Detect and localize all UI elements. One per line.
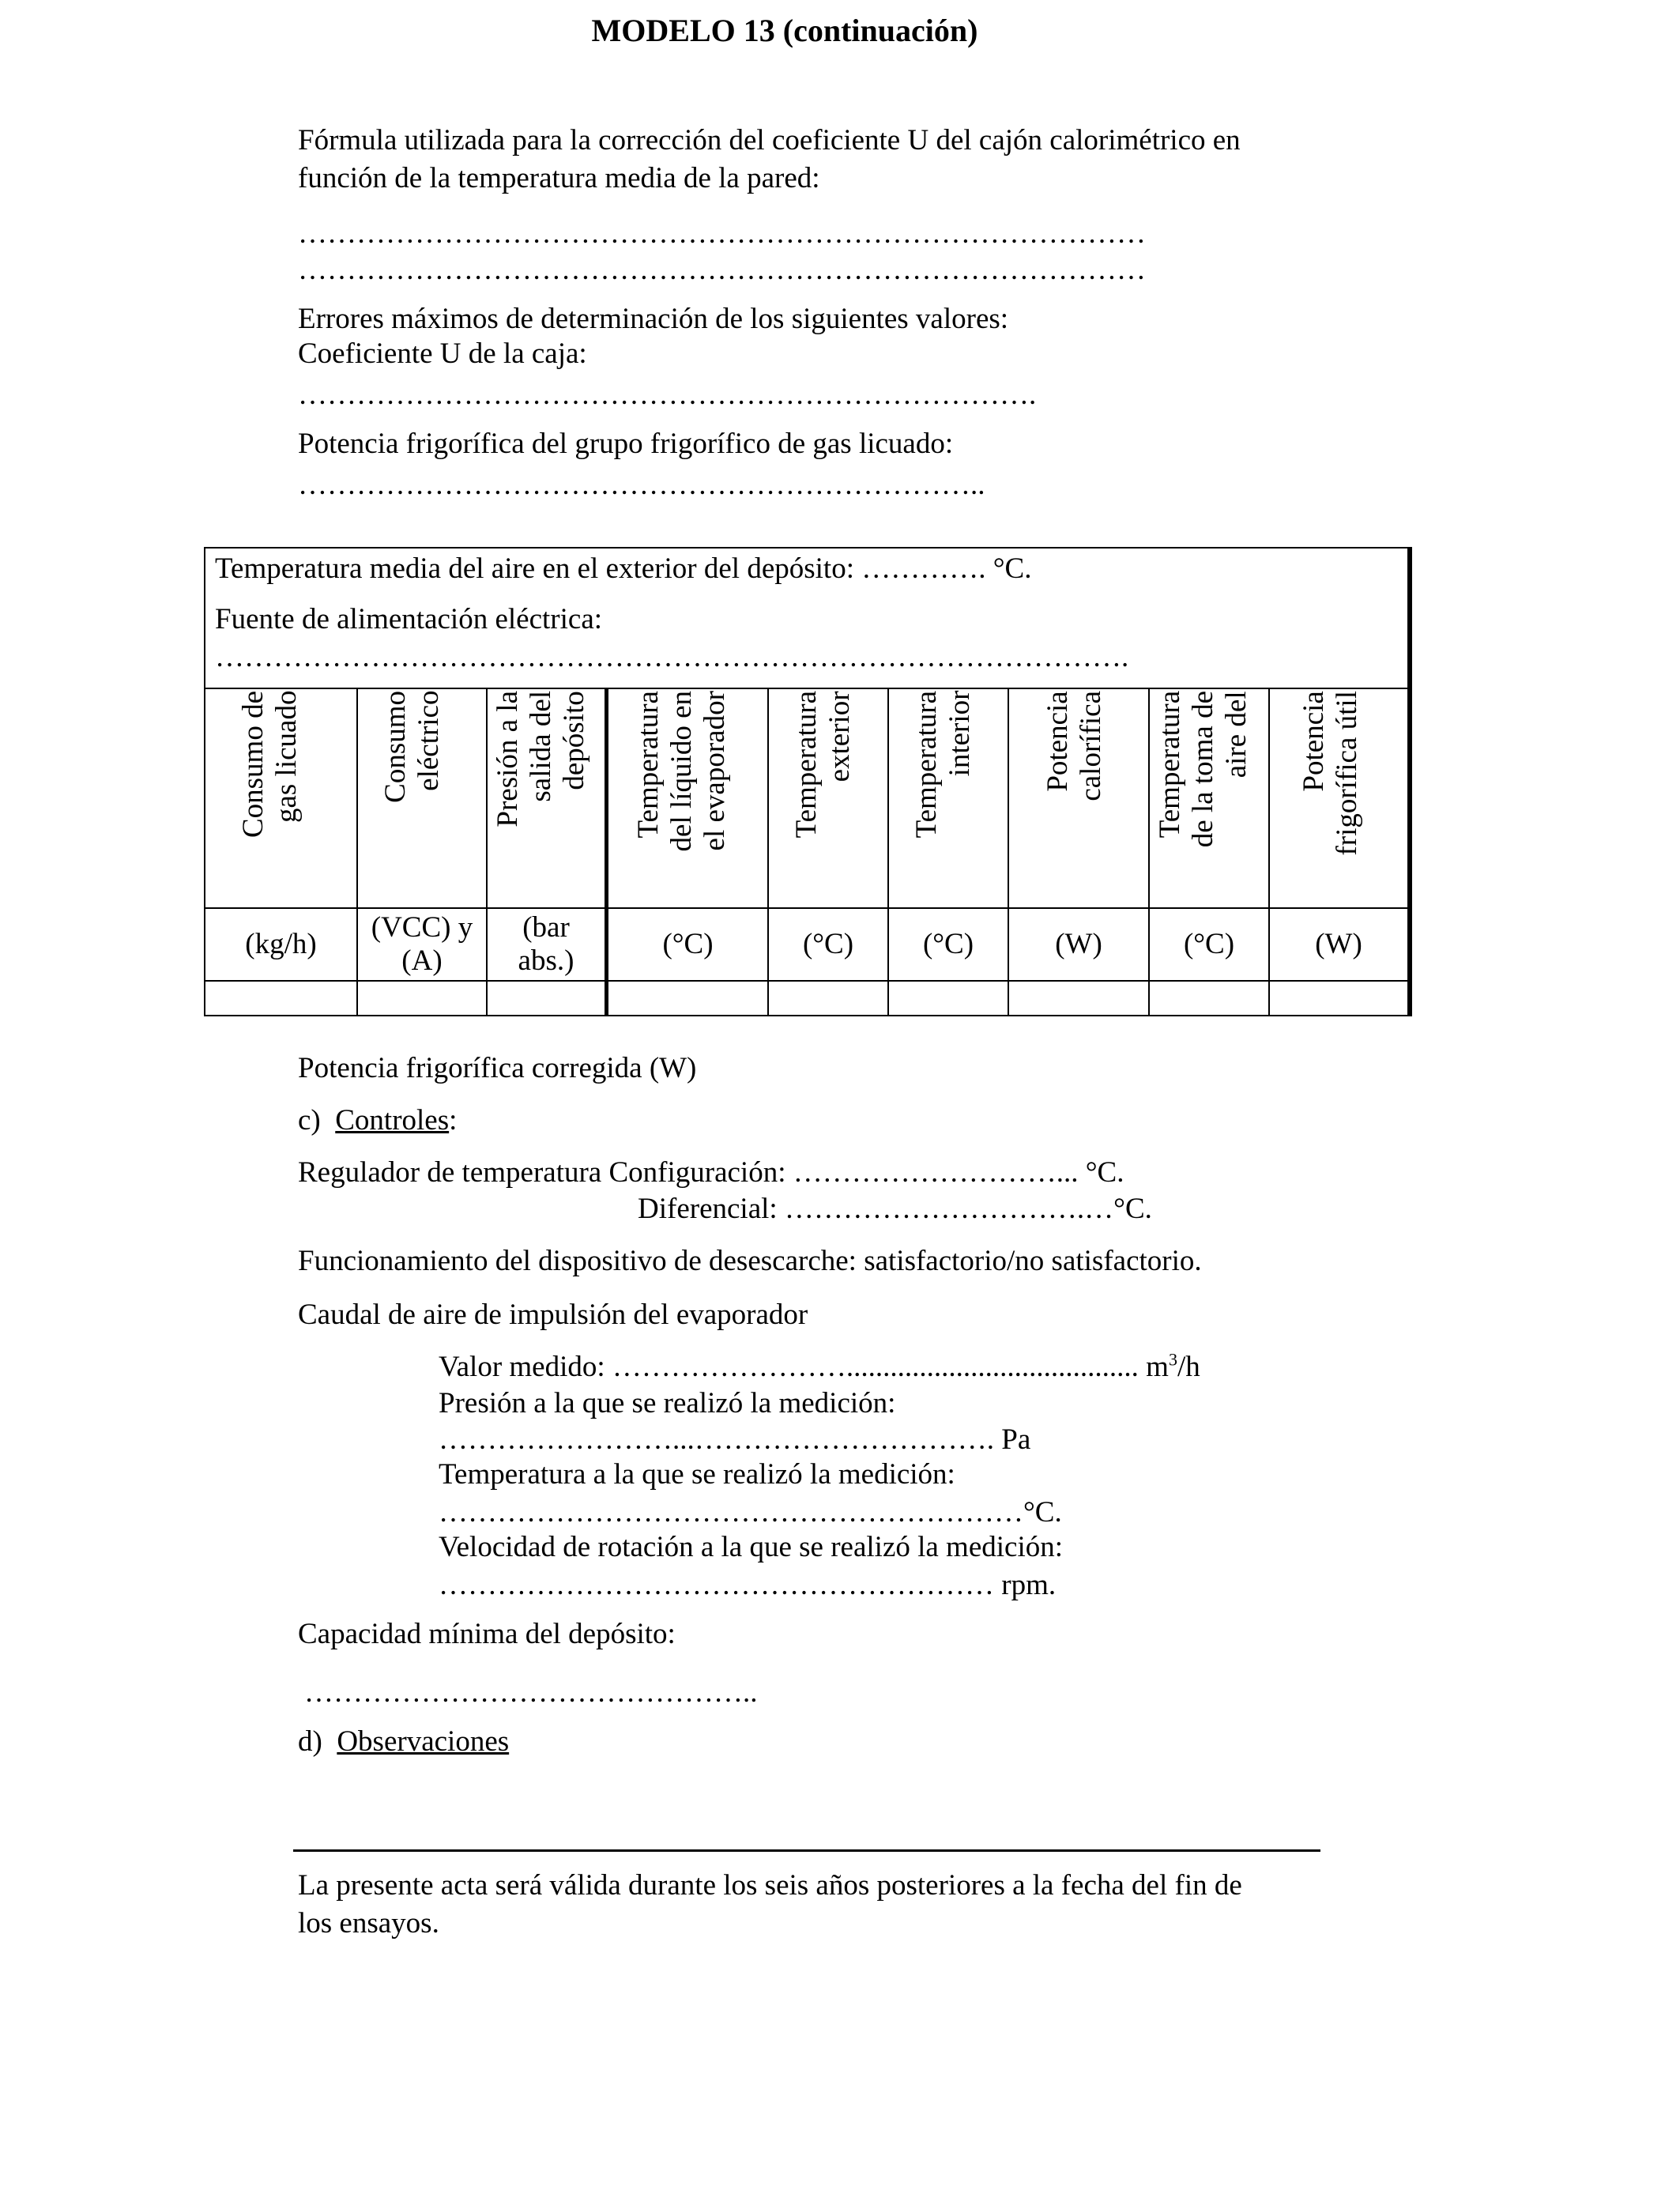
temp-dots: ……………………………………………………°C. xyxy=(439,1496,1062,1529)
corrected-power: Potencia frigorífica corregida (W) xyxy=(298,1052,697,1084)
col-header-electric: Consumo eléctrico xyxy=(379,691,445,803)
col-unit: (°C) xyxy=(1183,928,1235,960)
errors-heading: Errores máximos de determinación de los siguientes valores: xyxy=(298,303,1009,335)
coef-label: Coeficiente U de la caja: xyxy=(298,337,587,370)
col-unit: (°C) xyxy=(802,928,854,960)
col-header-pressure: Presión a la salida del depósito xyxy=(492,691,590,827)
footer-line-1: La presente acta será válida durante los seis años posteriores a la fecha del fin de xyxy=(298,1869,1242,1902)
col-unit: (VCC) y (A) xyxy=(371,911,473,977)
col-header-ext-temp: Temperatura exterior xyxy=(790,691,856,839)
table-source-dots: …………………………………………………………………………………. xyxy=(215,641,1129,673)
col-unit: (W) xyxy=(1315,928,1362,960)
col-unit: (°C) xyxy=(922,928,974,960)
formula-line-1: Fórmula utilizada para la corrección del coeficiente U del cajón calorimétrico en xyxy=(298,124,1241,156)
defrost-status: Funcionamiento del dispositivo de desescarche: satisfactorio/no satisfactorio. xyxy=(298,1245,1202,1277)
col-header-heat-power: Potencia calorífica xyxy=(1042,691,1107,801)
formula-line-2: función de la temperatura media de la pared: xyxy=(298,162,820,194)
regulator-setting: Regulador de temperatura Configuración: ………………………... °C. xyxy=(298,1156,1124,1189)
formula-dots-1: …………………………………………………………………………… xyxy=(298,217,1146,250)
formula-dots-2: …………………………………………………………………………… xyxy=(298,254,1146,286)
power-dots: …………………………………………………………….. xyxy=(298,469,985,501)
speed-dots: ………………………………………………… rpm. xyxy=(439,1569,1057,1601)
regulator-differential: Diferencial: ………………………….…°C. xyxy=(638,1193,1152,1225)
airflow-measured: Valor medido: ……………………........................................ $m^3/h$ xyxy=(439,1349,1200,1383)
table-rule-empty xyxy=(205,980,1407,982)
footer-line-2: los ensayos. xyxy=(298,1907,439,1940)
power-label: Potencia frigorífica del grupo frigorífico de gas licuado: xyxy=(298,428,954,460)
table-source-label: Fuente de alimentación eléctrica: xyxy=(215,603,603,635)
col-unit: (kg/h) xyxy=(245,928,317,960)
page-title: MODELO 13 (continuación) xyxy=(591,13,978,48)
table-right-border xyxy=(1408,547,1412,1016)
col-header-air-intake: Temperatura de la toma de aire del xyxy=(1154,691,1252,848)
col-header-int-temp: Temperatura interior xyxy=(910,691,976,839)
footer-rule xyxy=(293,1849,1320,1852)
pressure-label: Presión a la que se realizó la medición: xyxy=(439,1387,896,1419)
table-temp-line: Temperatura media del aire en el exterior del depósito: …………. °C. xyxy=(215,552,1032,585)
airflow-heading: Caudal de aire de impulsión del evaporador xyxy=(298,1299,808,1331)
col-unit: (bar abs.) xyxy=(518,911,574,977)
pressure-dots: ……………………...…………………………. Pa xyxy=(439,1423,1031,1456)
temp-label: Temperatura a la que se realizó la medición: xyxy=(439,1458,955,1491)
col-header-evap-temp: Temperatura del líquido en el evaporador xyxy=(632,691,731,852)
col-header-gas: Consumo de gas licuado xyxy=(237,691,303,839)
controls-heading: c) Controles: xyxy=(298,1104,458,1137)
col-unit: (°C) xyxy=(662,928,714,960)
speed-label: Velocidad de rotación a la que se realizó la medición: xyxy=(439,1531,1064,1563)
measurements-table xyxy=(204,547,1409,1016)
table-rule-top xyxy=(205,688,1407,689)
capacity-label: Capacidad mínima del depósito: xyxy=(298,1618,676,1650)
observations-heading: d) Observaciones xyxy=(298,1725,510,1758)
coef-dots: …………………………………………………………………. xyxy=(298,379,1037,411)
col-header-cool-power: Potencia frigorífica útil xyxy=(1298,691,1363,856)
col-unit: (W) xyxy=(1055,928,1102,960)
capacity-dots: ……………………………………….. xyxy=(304,1676,758,1709)
